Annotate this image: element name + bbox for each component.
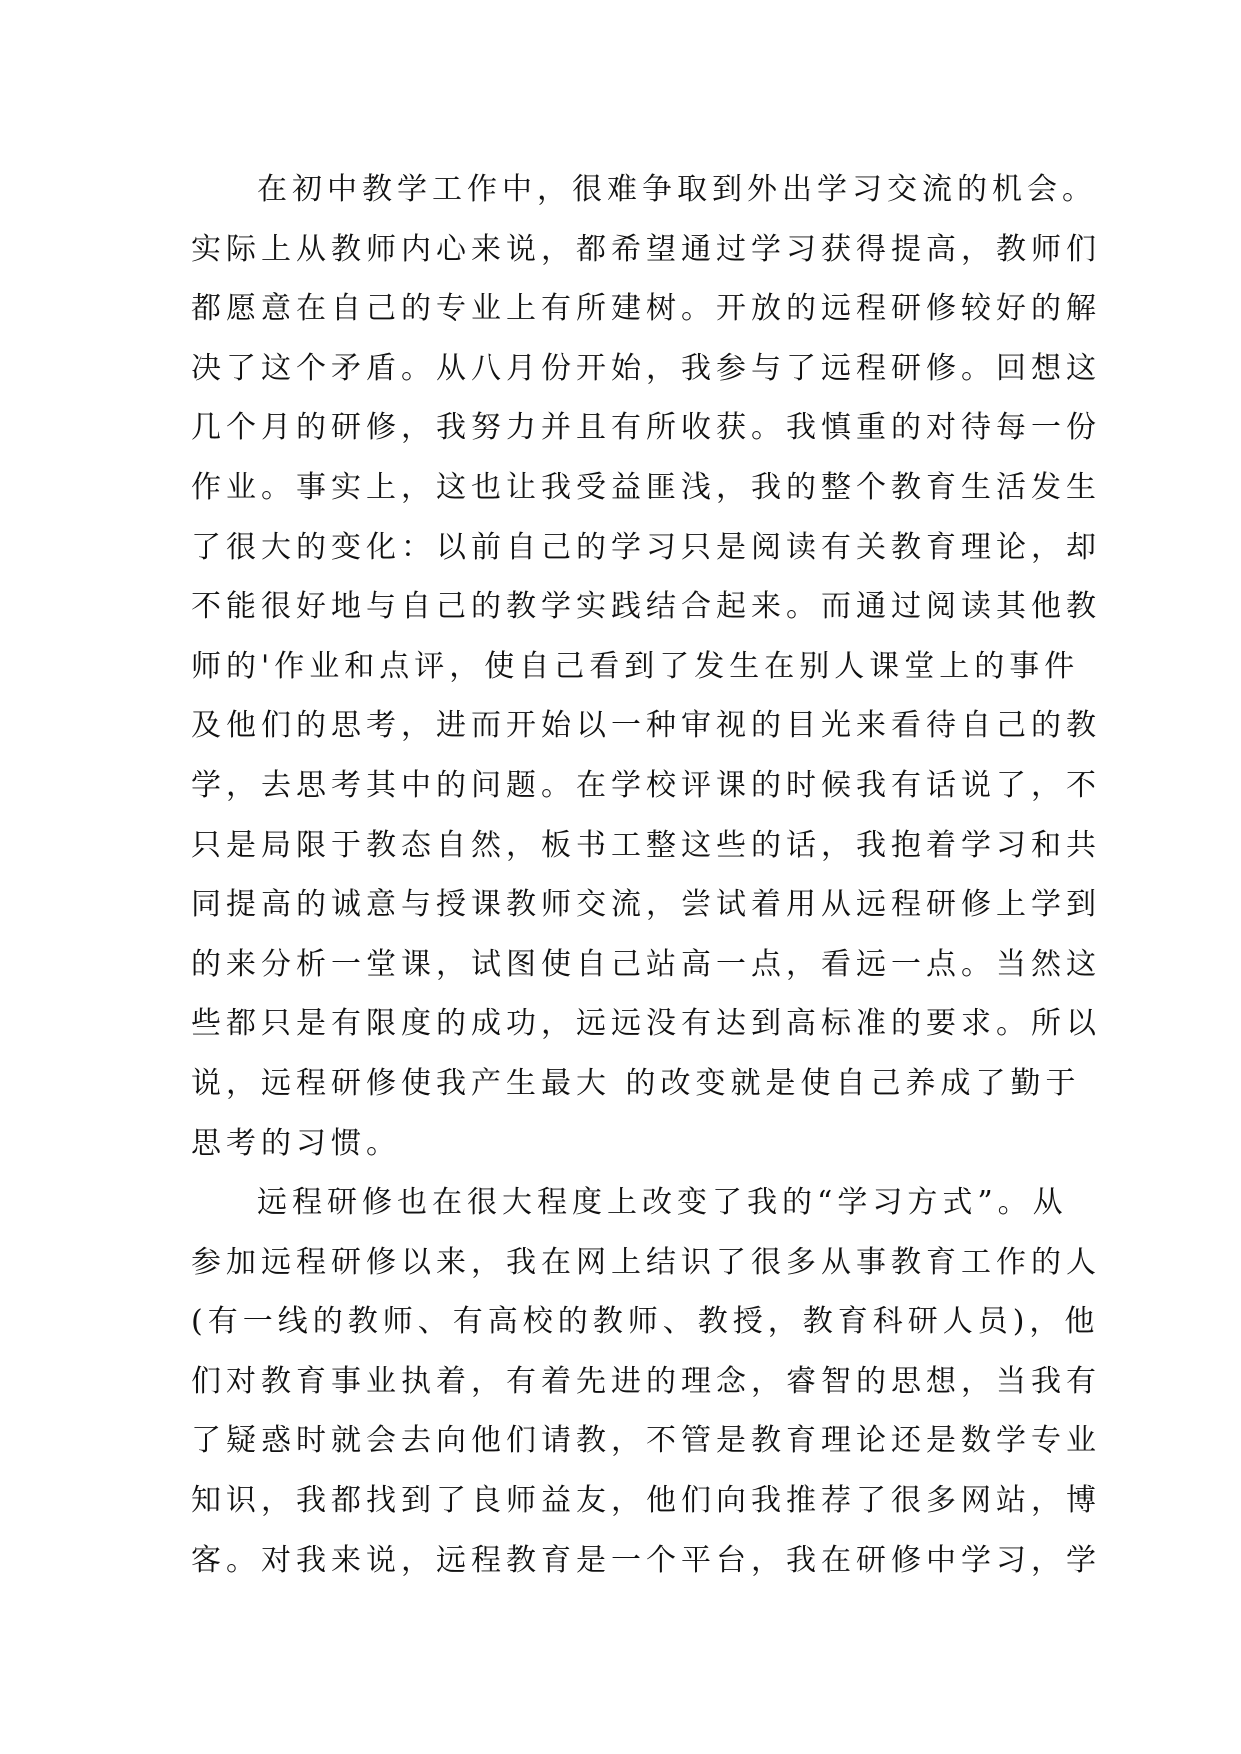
text-line: 们对教育事业执着，有着先进的理念，睿智的思想，当我有 <box>191 1363 1101 1399</box>
text-line: 几个月的研修，我努力并且有所收获。我慎重的对待每一份 <box>191 410 1101 446</box>
text-line: 了疑惑时就会去向他们请教，不管是教育理论还是数学专业 <box>191 1423 1101 1459</box>
text-line: 决了这个矛盾。从八月份开始，我参与了远程研修。回想这 <box>191 350 1101 386</box>
text-line: 学，去思考其中的问题。在学校评课的时候我有话说了，不 <box>191 767 1101 803</box>
text-line: 只是局限于教态自然，板书工整这些的话，我抱着学习和共 <box>191 827 1101 863</box>
paragraph-2 <box>191 1173 1101 1590</box>
text-line: 师的'作业和点评，使自己看到了发生在别人课堂上的事件 <box>191 648 1080 684</box>
text-line: 的来分析一堂课，试图使自己站高一点，看远一点。当然这 <box>191 946 1101 982</box>
text-line: 思考的习惯。 <box>191 1125 401 1161</box>
text-line: 及他们的思考，进而开始以一种审视的目光来看待自己的教 <box>191 708 1101 744</box>
paragraph-1 <box>191 160 1101 1173</box>
text-line: 说，远程研修使我产生最大 的改变就是使自己养成了勤于 <box>191 1065 1081 1101</box>
text-line: 远程研修也在很大程度上改变了我的“学习方式”。从 <box>257 1185 1068 1221</box>
text-line: 了很大的变化：以前自己的学习只是阅读有关教育理论，却 <box>191 529 1101 565</box>
text-line: 同提高的诚意与授课教师交流，尝试着用从远程研修上学到 <box>191 887 1101 923</box>
text-line: (有一线的教师、有高校的教师、教授，教育科研人员)，他 <box>191 1304 1100 1340</box>
text-line: 都愿意在自己的专业上有所建树。开放的远程研修较好的解 <box>191 291 1101 327</box>
text-line: 实际上从教师内心来说，都希望通过学习获得提高，教师们 <box>191 231 1101 267</box>
text-line: 客。对我来说，远程教育是一个平台，我在研修中学习，学 <box>191 1542 1101 1578</box>
text-line: 些都只是有限度的成功，远远没有达到高标准的要求。所以 <box>191 1006 1101 1042</box>
text-line: 在初中教学工作中，很难争取到外出学习交流的机会。 <box>257 172 1097 207</box>
text-line: 参加远程研修以来，我在网上结识了很多从事教育工作的人 <box>191 1244 1101 1280</box>
text-line: 作业。事实上，这也让我受益匪浅，我的整个教育生活发生 <box>191 469 1101 505</box>
document-body <box>191 160 1101 1590</box>
text-line: 不能很好地与自己的教学实践结合起来。而通过阅读其他教 <box>191 589 1101 625</box>
text-line: 知识，我都找到了良师益友，他们向我推荐了很多网站，博 <box>191 1483 1101 1519</box>
